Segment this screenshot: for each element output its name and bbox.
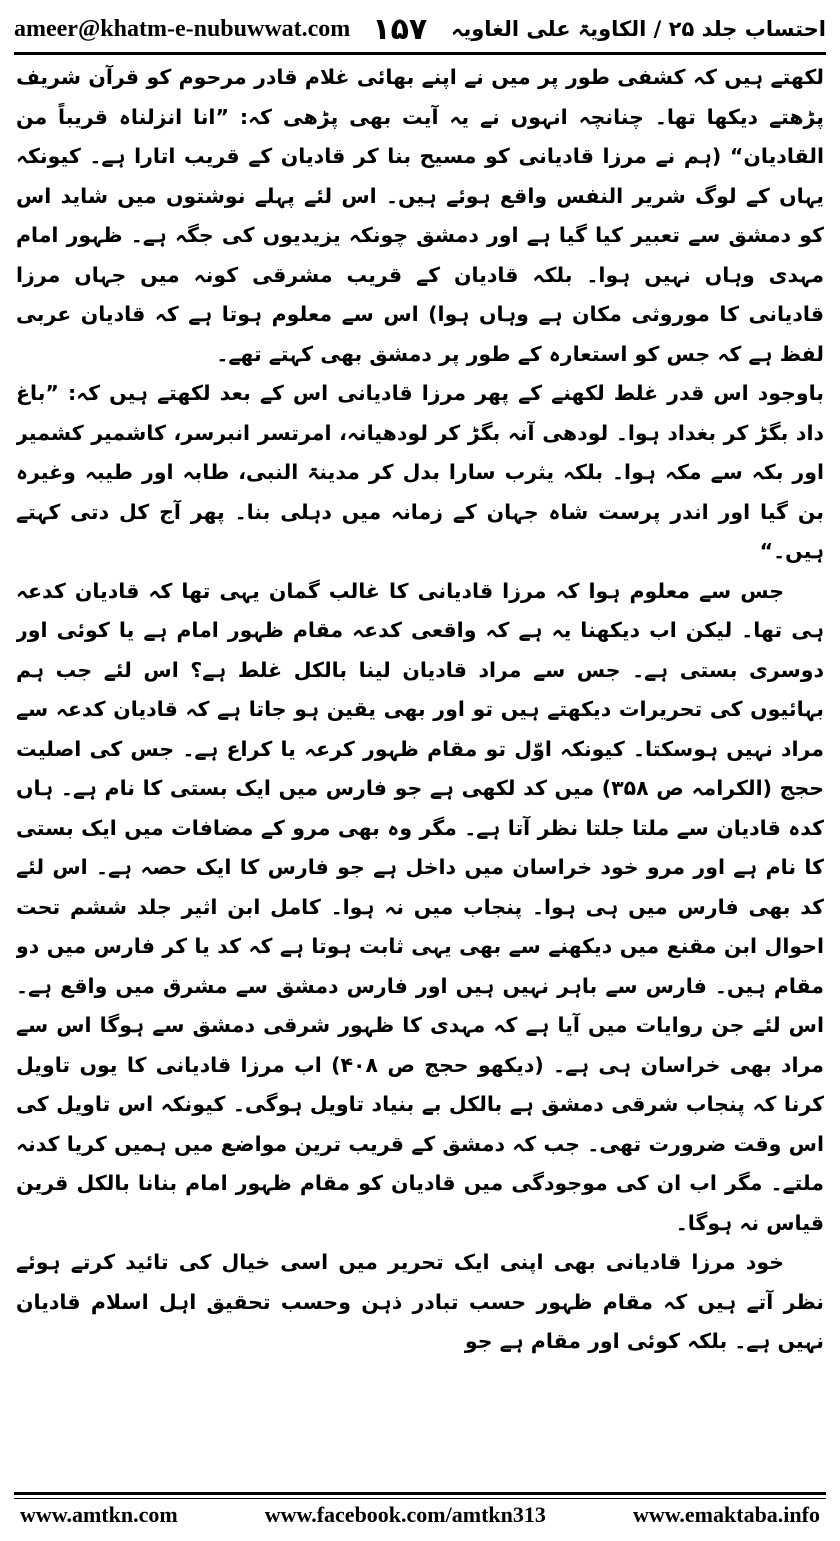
header-email[interactable]: ameer@khatm-e-nubuwwat.com bbox=[14, 15, 351, 42]
footer-link-facebook[interactable]: www.facebook.com/amtkn313 bbox=[264, 1502, 546, 1527]
paragraph-2: باوجود اس قدر غلط لکھنے کے پھر مرزا قادیانی اس کے بعد لکھتے ہیں کہ: ”باغ داد بگڑ کر بغداد ہوا۔ لودھی آنہ بگڑ کر لودھیانہ، امرتسر انبرسر، کاشمیر کشمیر اور بکہ سے مکہ ہوا۔ بلکہ یثرب سارا بدل کر مدینۃ النبی، طابہ اور طیبہ وغیرہ بن گیا اور اندر پرست شاہ جہان کے زمانہ میں دہلی بنا۔ پھر آج کل دتی کہتے ہیں۔“ bbox=[16, 381, 824, 563]
header-left bbox=[14, 12, 427, 47]
paragraph-4: خود مرزا قادیانی بھی اپنی ایک تحریر میں اسی خیال کی تائید کرتے ہوئے نظر آتے ہیں کہ مقام ظہور حسب تبادر ذہن وحسب تحقیق اہل اسلام قادیان نہیں ہے۔ بلکہ کوئی اور مقام ہے جو bbox=[16, 1250, 824, 1353]
page-number: ۱۵۷ bbox=[372, 11, 428, 47]
paragraph-1: لکھتے ہیں کہ کشفی طور پر میں نے اپنے بھائی غلام قادر مرحوم کو قرآن شریف پڑھتے دیکھا تھا۔ چنانچہ انہوں نے یہ آیت بھی پڑھی کہ: ”انا انزلناہ قریباً من القادیان“ (ہم نے مرزا قادیانی کو مسیح بنا کر قادیان کے قریب اتارا ہے۔ کیونکہ یہاں کے لوگ شریر النفس واقع ہوئے ہیں۔ اس لئے پہلے نوشتوں میں شاید اس کو دمشق سے تعبیر کیا گیا ہے اور دمشق چونکہ یزیدیوں کی جگہ ہے۔ ظہور امام مہدی وہاں نہیں ہوا۔ بلکہ قادیان کے قریب مشرقی کونہ میں جہاں مرزا قادیانی کا موروثی مکان ہے وہاں ہوا) اس سے معلوم ہوتا ہے کہ قادیان عربی لفظ ہے کہ جس کو استعارہ کے طور پر دمشق بھی کہتے تھے۔ bbox=[16, 65, 824, 366]
page-body bbox=[16, 58, 824, 1468]
page-footer bbox=[14, 1492, 826, 1541]
page-header bbox=[14, 6, 826, 55]
footer-link-emaktaba[interactable]: www.emaktaba.info bbox=[632, 1502, 820, 1527]
footer-links bbox=[14, 1495, 826, 1528]
running-title: احتساب جلد ۲۵ / الکاویۃ علی الغاویہ bbox=[451, 17, 826, 41]
footer-link-amtkn[interactable]: www.amtkn.com bbox=[20, 1502, 178, 1527]
paragraph-3: جس سے معلوم ہوا کہ مرزا قادیانی کا غالب گمان یہی تھا کہ قادیان کدعہ ہی تھا۔ لیکن اب دیکھنا یہ ہے کہ واقعی کدعہ مقام ظہور امام ہے یا کوئی اور دوسری بستی ہے۔ جس سے مراد قادیان لینا بالکل غلط ہے؟ اس لئے جب ہم بہائیوں کی تحریرات دیکھتے ہیں تو اور بھی یقین ہو جاتا ہے کہ قادیان کدعہ سے مراد نہیں ہوسکتا۔ کیونکہ اوّل تو مقام ظہور کرعہ یا کراع ہے۔ جس کی اصلیت حجج (الکرامہ ص ۳۵۸) میں کد لکھی ہے جو فارس میں ایک بستی کا نام ہے۔ ہاں کدہ قادیان سے ملتا جلتا نظر آتا ہے۔ مگر وہ بھی مرو کے مضافات میں ایک بستی کا نام ہے اور مرو خود خراسان میں داخل ہے جو فارس کا ایک حصہ ہے۔ اس لئے کد بھی فارس میں ہی ہوا۔ پنجاب میں نہ ہوا۔ کامل ابن اثیر جلد ششم تحت احوال ابن مقنع میں دیکھنے سے بھی یہی ثابت ہوتا ہے کہ کد یا کر فارس میں دو مقام ہیں۔ فارس سے باہر نہیں ہیں اور فارس دمشق سے مشرق میں واقع ہے۔ اس لئے جن روایات میں آیا ہے کہ مہدی کا ظہور شرقی دمشق سے ہوگا اس سے مراد بھی خراسان ہی ہے۔ (دیکھو حجج ص ۴۰۸) اب مرزا قادیانی کا یوں تاویل کرنا کہ پنجاب شرقی دمشق ہے بالکل بے بنیاد تاویل ہوگی۔ کیونکہ اس تاویل کی اس وقت ضرورت تھی۔ جب کہ دمشق کے قریب ترین مواضع میں ہمیں کریا کدنہ ملتے۔ مگر اب ان کی موجودگی میں قادیان کو مقام ظہور امام بنانا بالکل قرین قیاس نہ ہوگا۔ bbox=[16, 578, 824, 1235]
